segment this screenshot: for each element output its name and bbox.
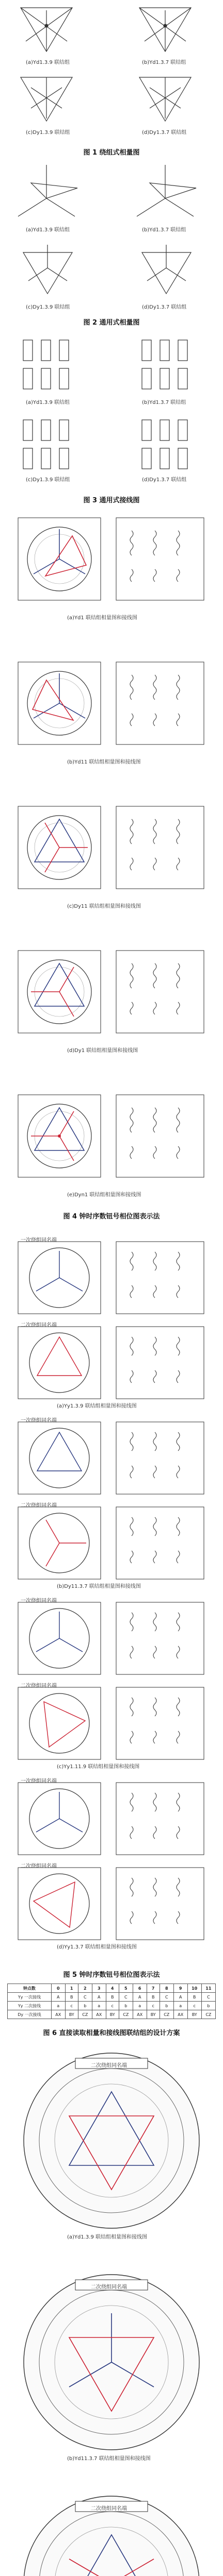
fig5-caption-d: (d)Yy1.3.7 联结组相量图和接线图 [57,1944,137,1950]
table-cell: AX [51,2010,65,2019]
fig2-panel-d-diagram [142,245,191,294]
figure-1 [0,0,223,144]
fig4-panel-c-wiring [116,806,204,889]
table-cell: C [78,1993,92,2002]
fig5-panel-d-bottom [18,1868,101,1940]
table-cell: BY [65,2010,78,2019]
table-cell: c [147,2002,160,2010]
table-cell: a [133,2002,147,2010]
table-header-cell: 4 [106,1984,119,1993]
fig2-caption-a: (a)Yd1.3.9 联结组 [26,227,70,233]
table-cell: Yy 一次接线 [8,1993,52,2002]
fig5-label-primary-a: 一次绕组同名端 [21,1238,57,1243]
table-header-cell: 钟点数 [8,1984,52,1993]
fig6-ring-label-a: 二次绕组同名端 [91,2063,127,2069]
table-cell: b [119,2002,133,2010]
fig1-panel-a-diagram [21,8,72,52]
table-header-cell: 0 [51,1984,65,1993]
table-row [8,2002,216,2010]
fig5-panel-d-wiring2 [116,1868,204,1940]
fig5-panel-c-top [18,1602,101,1674]
table-cell: b [78,2002,92,2010]
table-cell: B [187,1993,201,2002]
fig4-caption-a: (a)Yd1 联结组相量图和接线图 [67,615,137,621]
table-header-cell: 2 [78,1984,92,1993]
fig2-panel-c-diagram [23,245,72,294]
fig4-panel-d-clock [18,951,101,1033]
fig1-panel-c-diagram [21,77,72,121]
table-cell: A [173,1993,187,2002]
table-cell: a [51,2002,65,2010]
table-header-cell: 8 [160,1984,173,1993]
connection-table [7,1984,216,2019]
figure-5-caption: 图 5 钟时序数钮号相位图表示法 [63,1971,160,1979]
figure-1-caption: 图 1 绕组式相量图 [83,149,140,157]
table-cell: Yy 二次接线 [8,2002,52,2010]
table-cell: BY [106,2010,119,2019]
fig2-panel-a-diagram [18,165,77,216]
fig5-panel-b-wiring2 [116,1507,204,1579]
table-cell: CZ [201,2010,215,2019]
table-header-cell: 5 [119,1984,133,1993]
table-cell: B [106,1993,119,2002]
fig3-panel-b-diagram [142,340,187,389]
fig5-panel-b-wiring [116,1422,204,1494]
fig5-panel-b-top [18,1422,101,1494]
fig3-caption-b: (b)Yd1.3.7 联结组 [142,400,186,405]
figure-4 [0,510,223,1257]
fig6-caption-b: (b)Yd11.3.7 联结组相量图和接线图 [67,2456,151,2462]
fig5-panel-c-wiring [116,1602,204,1674]
fig5-label-secondary-d: 二次绕组同名端 [21,1863,57,1869]
table-cell: a [92,2002,106,2010]
fig3-caption-a: (a)Yd1.3.9 联结组 [26,400,70,405]
figure-3 [0,330,223,495]
table-cell: BY [187,2010,201,2019]
table-cell: AX [92,2010,106,2019]
table-cell: c [106,2002,119,2010]
fig5-label-primary-b: 一次绕组同名端 [21,1418,57,1423]
fig5-caption-b: (b)Dy11.3.7 联结组相量图和接线图 [57,1584,141,1589]
table-cell: CZ [78,2010,92,2019]
table-cell: c [65,2002,78,2010]
table-header-cell: 11 [201,1984,215,1993]
fig2-panel-b-diagram [137,165,196,216]
fig5-label-primary-d: 一次绕组同名端 [21,1778,57,1784]
figure-5 [0,1226,223,1968]
table-header-cell: 10 [187,1984,201,1993]
fig5-label-secondary-a: 二次绕组同名端 [21,1323,57,1328]
fig3-caption-c: (c)Dy1.3.9 联结组 [26,477,70,483]
fig5-label-secondary-b: 二次绕组同名端 [21,1503,57,1509]
fig5-caption-c: (c)Yy1.11.9 联结组相量图和接线图 [57,1764,140,1770]
fig4-panel-b-wiring [116,662,204,744]
fig4-caption-d: (d)Dy1 联结组相量图和接线图 [67,1048,138,1054]
table-cell: c [187,2002,201,2010]
fig5-panel-a-bottom [18,1327,101,1399]
table-cell: B [147,1993,160,2002]
figure-6-graphic [0,2043,223,2576]
table-cell: A [133,1993,147,2002]
table-cell: b [201,2002,215,2010]
fig5-panel-a-wiring [116,1242,204,1314]
fig4-panel-e-wiring [116,1095,204,1177]
fig4-panel-e-clock [18,1095,101,1177]
fig4-caption-b: (b)Yd11 联结组相量图和接线图 [67,759,141,765]
fig3-panel-d-diagram [142,420,187,469]
table-cell: CZ [119,2010,133,2019]
fig2-caption-c: (c)Dy1.3.9 联结组 [26,304,70,310]
fig5-label-secondary-c: 二次绕组同名端 [21,1683,57,1689]
fig5-panel-c-wiring2 [116,1687,204,1759]
fig5-label-primary-c: 一次绕组同名端 [21,1598,57,1604]
fig2-caption-b: (b)Yd1.3.7 联结组 [142,227,186,233]
table-cell: B [65,1993,78,2002]
fig4-panel-a-wiring [116,518,204,600]
table-cell: C [119,1993,133,2002]
fig6-caption-a: (a)Yd1.3.9 联结组相量图和接线图 [67,2234,148,2240]
table-cell: AX [133,2010,147,2019]
table-cell: C [160,1993,173,2002]
table-row [8,2010,216,2019]
fig4-panel-b-clock [18,662,101,744]
fig4-panel-d-wiring [116,951,204,1033]
figure-6-caption: 图 6 直接读取相量和接线图联结组的设计方案 [43,2029,180,2037]
fig3-panel-a-diagram [23,340,69,389]
fig5-panel-d-wiring [116,1783,204,1855]
fig1-panel-b-diagram [139,8,191,52]
table-row [8,1993,216,2002]
table-header-cell: 3 [92,1984,106,1993]
table-cell: A [92,1993,106,2002]
figure-2-caption: 图 2 通用式相量图 [83,319,140,327]
fig5-panel-d-top [18,1783,101,1855]
fig5-panel-b-bottom [18,1507,101,1579]
fig3-caption-d: (d)Dy1.3.7 联结组 [142,477,187,483]
fig5-panel-c-bottom [18,1687,101,1759]
fig5-panel-a-wiring2 [116,1327,204,1399]
fig5-caption-a: (a)Yy1.3.9 联结组相量图和接线图 [57,1403,137,1409]
fig1-panel-d-diagram [139,77,191,121]
table-cell: a [173,2002,187,2010]
fig1-caption-b: (b)Yd1.3.7 联结组 [142,60,186,65]
fig4-caption-c: (c)Dy11 联结组相量图和接线图 [67,904,141,909]
figure-3-caption: 图 3 通用式接线图 [83,497,140,504]
table-header-cell: 6 [133,1984,147,1993]
table-cell: A [51,1993,65,2002]
fig2-caption-d: (d)Dy1.3.7 联结组 [142,304,187,310]
figure-2 [0,162,223,327]
table-header-row [8,1984,216,1993]
table-cell: b [160,2002,173,2010]
table-header-cell: 1 [65,1984,78,1993]
fig5-panel-a-top [18,1242,101,1314]
figure-4-graphic [0,510,223,1257]
table-cell: CZ [160,2010,173,2019]
fig3-panel-c-diagram [23,420,69,469]
table-cell: Dy 一次接线 [8,2010,52,2019]
figure-4-caption: 图 4 钟时序数钮号相位图表示法 [63,1213,160,1221]
table-header-cell: 7 [147,1984,160,1993]
fig1-caption-c: (c)Dy1.3.9 联结组 [26,130,70,135]
fig1-caption-d: (d)Dy1.3.7 联结组 [142,130,187,135]
fig1-caption-a: (a)Yd1.3.9 联结组 [26,60,70,65]
fig6-panel-a-wheel [24,2053,199,2228]
table-cell: AX [173,2010,187,2019]
fig4-caption-e: (e)Dyn1 联结组相量图和接线图 [67,1192,141,1198]
fig6-ring-label-c: 二次绕组同名端 [91,2506,127,2512]
figure-6 [0,2043,223,2576]
figure-3-graphic [0,330,223,495]
fig4-panel-c-clock [18,806,101,889]
table-header-cell: 9 [173,1984,187,1993]
table-cell: C [201,1993,215,2002]
fig6-panel-b-wheel [24,2275,199,2450]
fig6-ring-label-b: 二次绕组同名端 [91,2284,127,2290]
table-cell: BY [147,2010,160,2019]
fig4-panel-a-clock [18,518,101,600]
figure-1-graphic [0,0,223,144]
